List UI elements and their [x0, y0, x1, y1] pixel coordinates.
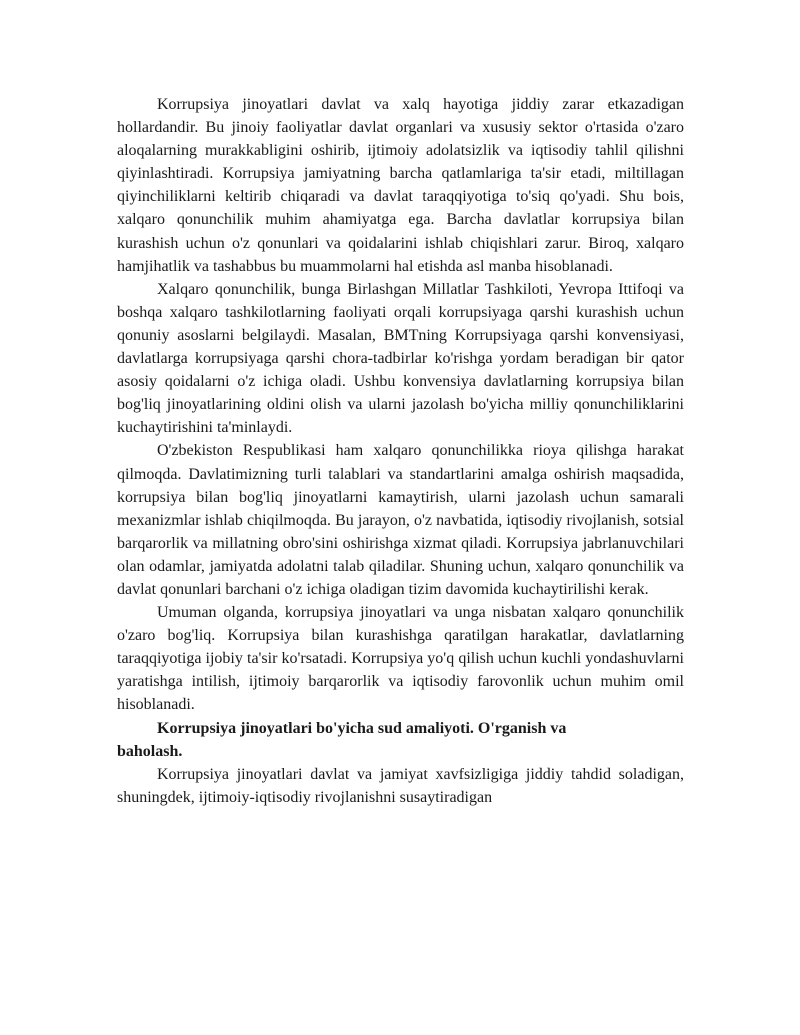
paragraph-4: Umuman olganda, korrupsiya jinoyatlari va unga nisbatan xalqaro qonunchilik o'zaro bog'liq. Korrupsiya bilan kurashishga qaratilgan harakatlar, davlatlarning taraqqiyotiga ijobiy ta'sir ko'rsatadi. Korrupsiya yo'q qilish uchun kuchli yondashuvlarni yaratishga intilish, ijtimoiy barqarorlik va iqtisodiy farovonlik uchun muhim omil hisoblanadi.: [117, 604, 684, 714]
paragraph-5: Korrupsiya jinoyatlari davlat va jamiyat xavfsizligiga jiddiy tahdid soladigan, shuningdek, ijtimoiy-iqtisodiy rivojlanishni susaytiradigan: [117, 765, 684, 806]
section-heading: Korrupsiya jinoyatlari bo'yicha sud amaliyoti. O'rganish va baholash.: [117, 719, 567, 760]
paragraph-3: O'zbekiston Respublikasi ham xalqaro qonunchilikka rioya qilishga harakat qilmoqda. Davlatimizning turli talablari va standartlarini amalga oshirish maqsadida, korrupsiya bilan bog'liq jinoyatlarni kamaytirish, ularni jazolash uchun samarali mexanizmlar ishlab chiqilmoqda. Bu jarayon, o'z navbatida, iqtisodiy rivojlanish, sotsial barqarorlik va millatning obro'sini oshirishga xizmat qiladi. Korrupsiya jabrlanuvchilari olan odamlar, jamiyatda adolatni talab qiladilar. Shuning uchun, xalqaro qonunchilik va davlat qonunlari barchani o'z ichiga oladigan tizim davomida kuchaytirilishi kerak.: [117, 442, 684, 598]
paragraph-1: Korrupsiya jinoyatlari davlat va xalq hayotiga jiddiy zarar etkazadigan hollardandir. Bu jinoiy faoliyatlar davlat organlari va xususiy sektor o'rtasida o'zaro aloqalarning murakkabligini oshirib, ijtimoiy adolatsizlik va iqtisodiy tahlil qilishni qiyinlashtiradi. Korrupsiya jamiyatning barcha qatlamlariga ta'sir etadi, miltillagan qiyinchiliklarni keltirib chiqaradi va davlat taraqqiyotiga to'siq qo'yadi. Shu bois, xalqaro qonunchilik muhim ahamiyatga ega. Barcha davlatlar korrupsiya bilan kurashish uchun o'z qonunlari va qoidalarini ishlab chiqishlari zarur. Biroq, xalqaro hamjihatlik va tashabbus bu muammolarni hal etishda asl manba hisoblanadi.: [117, 96, 684, 275]
paragraph-2: Xalqaro qonunchilik, bunga Birlashgan Millatlar Tashkiloti, Yevropa Ittifoqi va boshqa xalqaro tashkilotlarning faoliyati orqali korrupsiyaga qarshi kurashish uchun qonuniy asoslarni belgilaydi. Masalan, BMTning Korrupsiyaga qarshi konvensiyasi, davlatlarga korrupsiyaga qarshi chora-tadbirlar ko'rishga yordam beradigan bir qator asosiy qoidalarni o'z ichiga oladi. Ushbu konvensiya davlatlarning korrupsiya bilan bog'liq jinoyatlarining oldini olish va ularni jazolash bo'yicha milliy qonunchiliklarini kuchaytirishini ta'minlaydi.: [117, 280, 684, 437]
document-page: [117, 93, 684, 809]
